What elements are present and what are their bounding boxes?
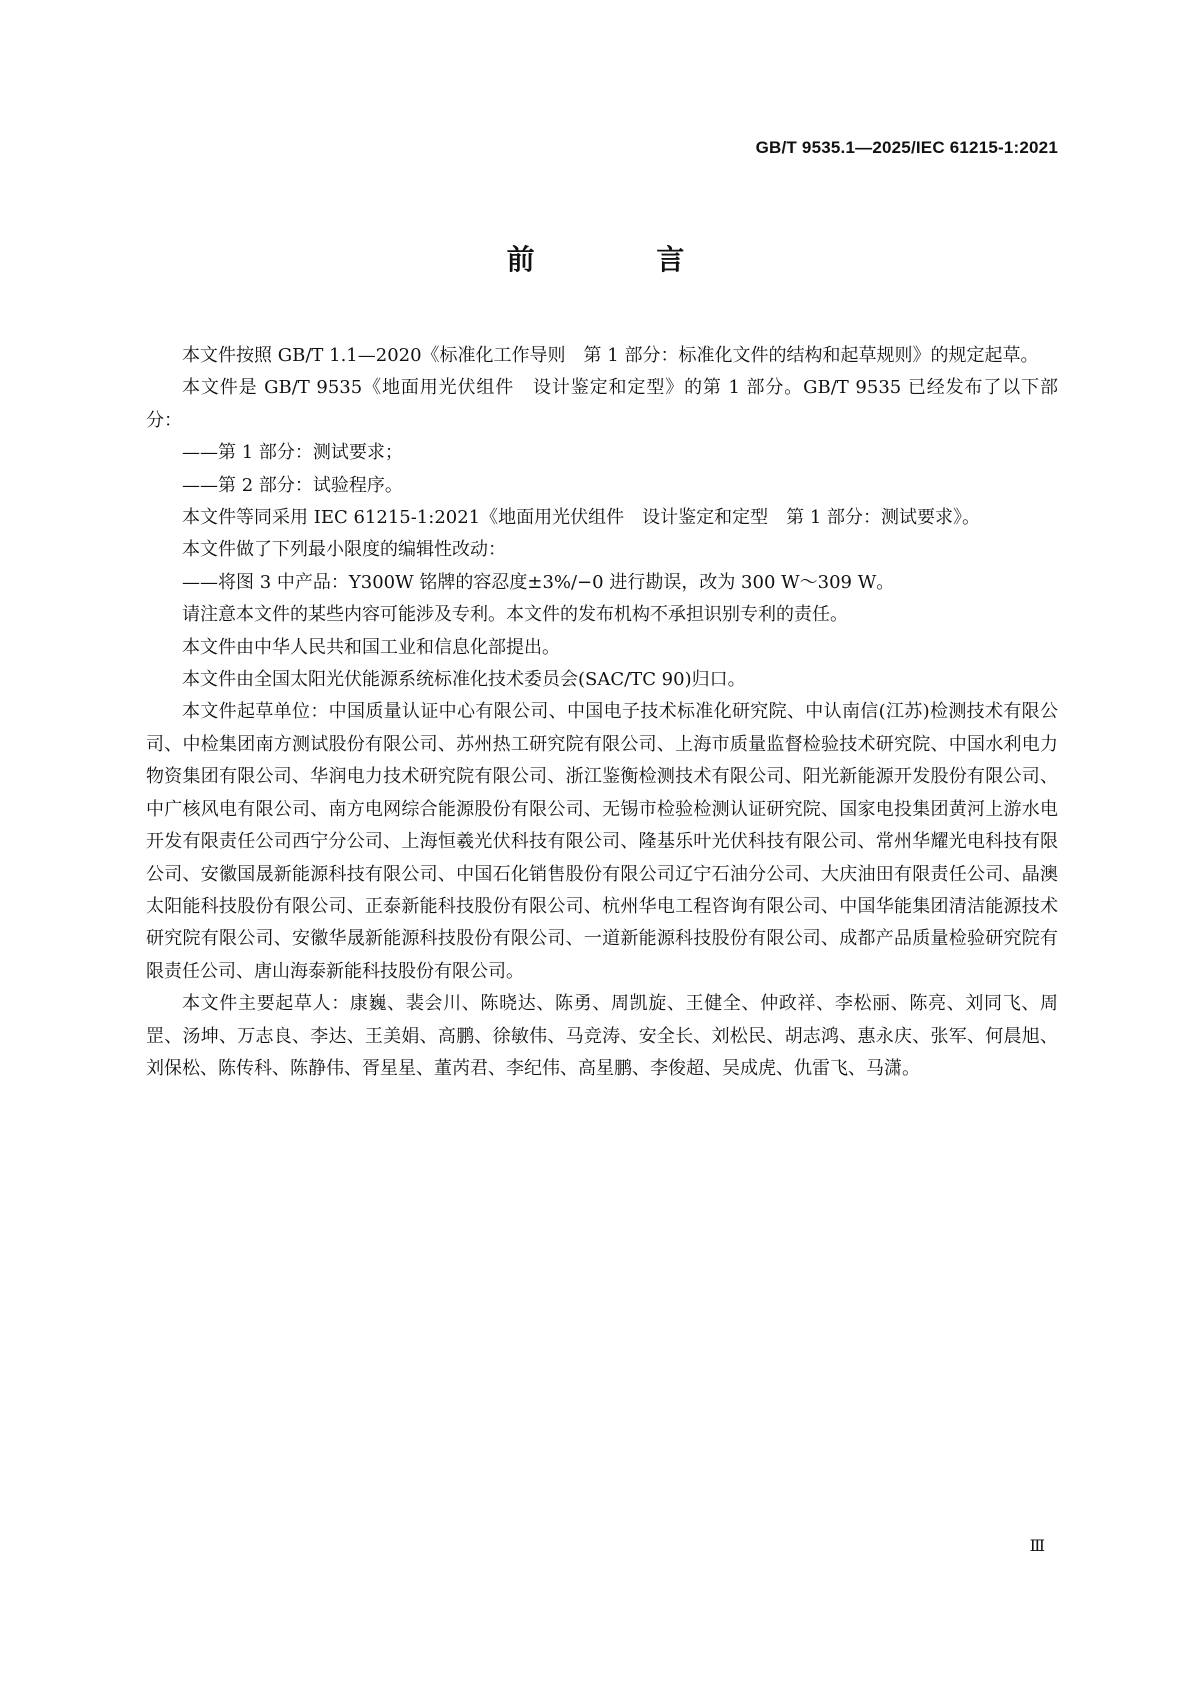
- page-number: Ⅲ: [1029, 1538, 1045, 1555]
- paragraph-centralized-by: 本文件由全国太阳光伏能源系统标准化技术委员会(SAC/TC 90)归口。: [182, 669, 746, 691]
- standard-code-header: GB/T 9535.1—2025/IEC 61215-1:2021: [755, 138, 1058, 157]
- list-item-part-1: ——第 1 部分：测试要求；: [182, 442, 403, 464]
- paragraph-edit-changes: 本文件做了下列最小限度的编辑性改动：: [182, 539, 506, 561]
- list-item-part-2: ——第 2 部分：试验程序。: [182, 474, 403, 496]
- paragraph-drafting-rules: 本文件按照 GB/T 1.1—2020《标准化工作导则 第 1 部分：标准化文件的结构和起草规则》的规定起草。: [182, 345, 1039, 366]
- page-title: 前 言: [506, 243, 741, 276]
- paragraph-equivalence: 本文件等同采用 IEC 61215-1:2021《地面用光伏组件 设计鉴定和定型 第 1 部分：测试要求》。: [182, 507, 981, 529]
- paragraph-drafting-units: 本文件起草单位：中国质量认证中心有限公司、中国电子技术标准化研究院、中认南信(江苏)检测技术有限公司、中检集团南方测试股份有限公司、苏州热工研究院有限公司、上海市质量监督检验技术研究院、中国水利电力物资集团有限公司、华润电力技术研究院有限公司、浙江鉴衡检测技术有限公司、阳光新能源开发股份有限公司、中广核风电有限公司、南方电网综合能源股份有限公司、无锡市检验检测认证研究院、国家电投集团黄河上游水电开发有限责任公司西宁分公司、上海恒羲光伏科技有限公司、隆基乐叶光伏科技有限公司、常州华耀光电科技有限公司、安徽国晟新能源科技有限公司、中国石化销售股份有限公司辽宁石油分公司、大庆油田有限责任公司、晶澳太阳能科技股份有限公司、正泰新能科技股份有限公司、杭州华电工程咨询有限公司、中国华能集团清洁能源技术研究院有限公司、安徽华晟新能源科技股份有限公司、一道新能源科技股份有限公司、成都产品质量检验研究院有限责任公司、唐山海泰新能科技股份有限公司。: [146, 701, 1058, 982]
- paragraph-patent-notice: 请注意本文件的某些内容可能涉及专利。本文件的发布机构不承担识别专利的责任。: [182, 604, 848, 626]
- paragraph-proposed-by: 本文件由中华人民共和国工业和信息化部提出。: [182, 636, 560, 658]
- paragraph-drafters: 本文件主要起草人：康巍、裴会川、陈晓达、陈勇、周凯旋、王健全、仲政祥、李松丽、陈亮、刘同飞、周罡、汤坤、万志良、李达、王美娟、高鹏、徐敏伟、马竞涛、安全长、刘松民、胡志鸿、惠永庆、张军、何晨旭、刘保松、陈传科、陈静伟、胥星星、董芮君、李纪伟、高星鹏、李俊超、吴成虎、仇雷飞、马潇。: [146, 993, 1058, 1079]
- foreword-body: [146, 340, 1058, 1085]
- paragraph-series-info: 本文件是 GB/T 9535《地面用光伏组件 设计鉴定和定型》的第 1 部分。GB/T 9535 已经发布了以下部分：: [146, 377, 1058, 431]
- list-item-edit-change: ——将图 3 中产品：Y300W 铭牌的容忍度±3%/−0 进行勘误，改为 300 W～309 W。: [182, 571, 895, 593]
